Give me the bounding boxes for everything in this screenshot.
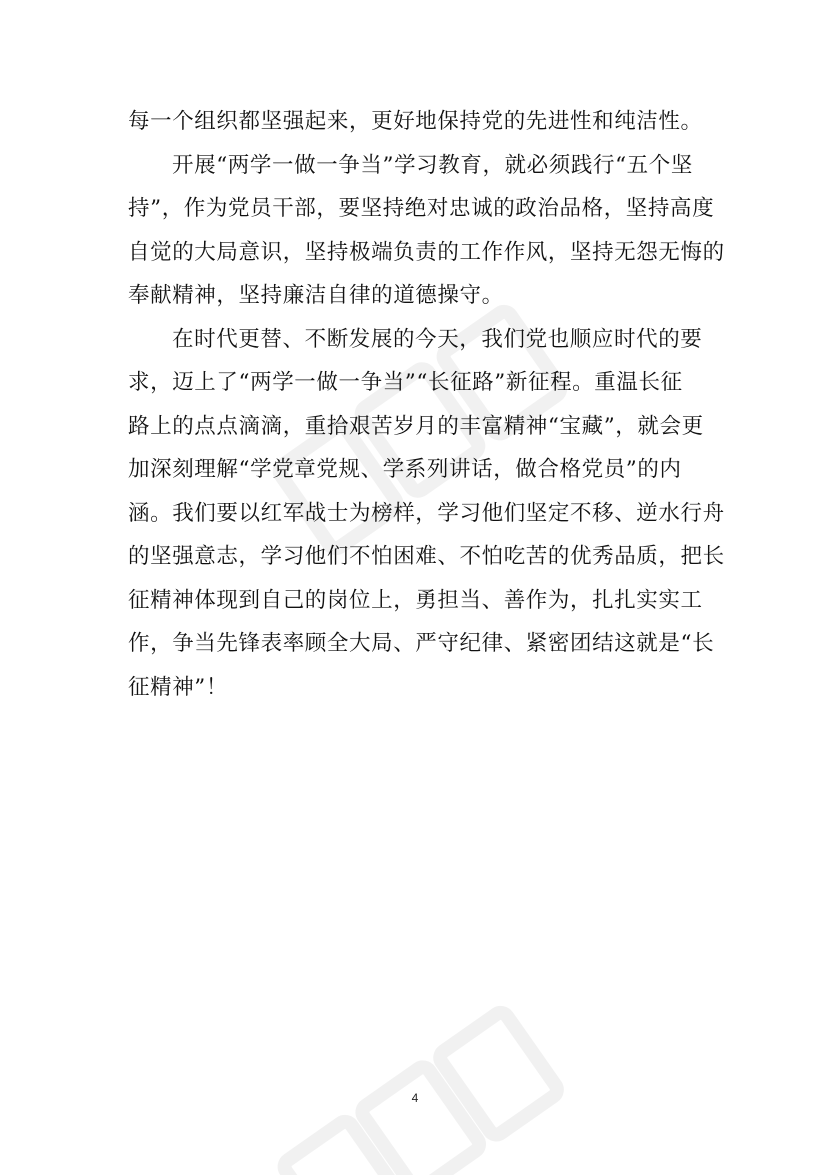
text-line: 每一个组织都坚强起来，更好地保持党的先进性和纯洁性。 — [128, 109, 703, 134]
text-line: 加深刻理解“学党章党规、学系列讲话，做合格党员”的内 — [128, 457, 682, 482]
text-line: 自觉的大局意识，坚持极端负责的工作作风，坚持无怨无悔的 — [128, 239, 725, 265]
text-line: 的坚强意志，学习他们不怕困难、不怕吃苦的优秀品质，把长 — [128, 544, 725, 569]
watermark-logo-lower — [250, 1000, 580, 1175]
text-line: 开展“两学一做一争当”学习教育，就必须践行“五个坚 — [172, 152, 693, 178]
body-text — [128, 100, 725, 709]
text-line: 涵。我们要以红军战士为榜样，学习他们坚定不移、逆水行舟 — [128, 500, 725, 526]
text-line: 求，迈上了“两学一做一争当”“长征路”新征程。重温长征 — [128, 370, 683, 395]
text-line: 作，争当先锋表率顾全大局、严守纪律、紧密团结这就是“长 — [128, 631, 715, 656]
text-line: 持”，作为党员干部，要坚持绝对忠诚的政治品格，坚持高度 — [128, 196, 715, 221]
text-line: 在时代更替、不断发展的今天，我们党也顺应时代的要 — [172, 326, 703, 352]
text-line: 路上的点点滴滴，重拾艰苦岁月的丰富精神“宝藏”，就会更 — [128, 413, 704, 439]
page-number: 4 — [411, 1091, 419, 1105]
text-line: 征精神体现到自己的岗位上，勇担当、善作为，扎扎实实工 — [128, 587, 703, 613]
text-line: 征精神”！ — [128, 674, 228, 700]
text-line: 奉献精神，坚持廉洁自律的道德操守。 — [128, 283, 504, 308]
